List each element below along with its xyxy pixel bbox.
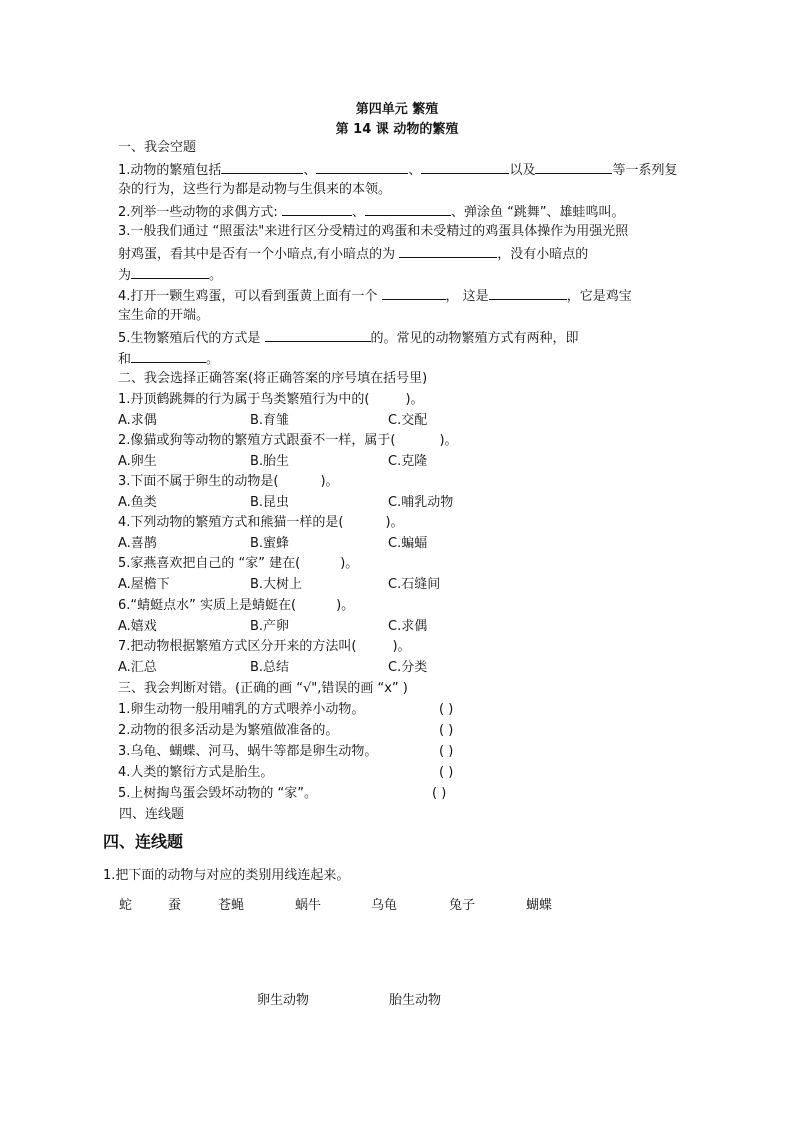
option-b[interactable]: B.总结: [250, 660, 290, 675]
option-c[interactable]: C.克隆: [388, 454, 428, 469]
answer-blank[interactable]: [535, 159, 612, 174]
judge-item: 4.人类的繁衍方式是胎生。: [118, 765, 274, 780]
question-1-5-cont: 和 。: [118, 348, 219, 370]
option-b[interactable]: B.昆虫: [250, 495, 290, 510]
question-1-3-line3: 为 。: [118, 264, 222, 286]
question-1-3-line2: 射鸡蛋，看其中是否有一个小暗点,有小暗点的为 ，没有小暗点的: [118, 243, 588, 265]
category-oviparous[interactable]: 卵生动物: [257, 993, 310, 1008]
question-1-3-line1: 3.一般我们通过 “照蛋法"来进行区分受精过的鸡蛋和未受精过的鸡蛋具体操作为用强光照: [118, 224, 629, 239]
choice-question: 6.“蜻蜓点水” 实质上是蜻蜓在( )。: [118, 598, 355, 613]
section4-small-heading: 四、连线题: [119, 807, 185, 822]
judge-paren[interactable]: ( ): [439, 723, 454, 738]
section3-heading: 三、我会判断对错。(正确的画 “√",错误的画 “x” ): [118, 681, 408, 696]
matching-instruction: 1.把下面的动物与对应的类别用线连起来。: [103, 868, 350, 883]
option-a[interactable]: A.嬉戏: [118, 619, 157, 634]
option-a[interactable]: A.屋檐下: [118, 577, 170, 592]
lesson-title: 第 14 课 动物的繁殖: [335, 122, 459, 137]
option-b[interactable]: B.大树上: [250, 577, 303, 592]
choice-question: 3.下面不属于卵生的动物是( )。: [118, 474, 339, 489]
judge-item: 3.乌龟、蝴蝶、河马、蜗牛等都是卵生动物。: [118, 744, 378, 759]
animal-label[interactable]: 蝴蝶: [526, 898, 553, 913]
question-1-4: 4.打开一颗生鸡蛋，可以看到蛋黄上面有一个 ， 这是 ，它是鸡宝: [118, 285, 632, 307]
question-1-1: 1.动物的繁殖包括 、 、 以及 等一系列复: [118, 159, 677, 181]
answer-blank[interactable]: [265, 327, 371, 342]
answer-blank[interactable]: [282, 201, 352, 216]
animal-label[interactable]: 乌龟: [371, 898, 398, 913]
choice-question: 2.像猫或狗等动物的繁殖方式跟蚕不一样，属于( )。: [118, 433, 458, 448]
judge-item: 1.卵生动物一般用哺乳的方式喂养小动物。: [118, 702, 365, 717]
option-a[interactable]: A.汇总: [118, 660, 157, 675]
option-c[interactable]: C.蝙蝠: [388, 536, 428, 551]
option-a[interactable]: A.鱼类: [118, 495, 157, 510]
judge-paren[interactable]: ( ): [439, 702, 454, 717]
option-b[interactable]: B.胎生: [250, 454, 290, 469]
answer-blank[interactable]: [399, 243, 497, 258]
section2-heading: 二、我会选择正确答案(将正确答案的序号填在括号里): [118, 371, 428, 386]
animal-label[interactable]: 蚕: [168, 898, 182, 913]
option-c[interactable]: C.石缝间: [388, 577, 441, 592]
animal-label[interactable]: 蜗牛: [295, 898, 322, 913]
judge-paren[interactable]: ( ): [439, 744, 454, 759]
question-1-5: 5.生物繁殖后代的方式是 的。常见的动物繁殖方式有两种，即: [118, 327, 579, 349]
option-c[interactable]: C.哺乳动物: [388, 495, 454, 510]
question-1-1-cont: 杂的行为，这些行为都是动物与生俱来的本领。: [118, 182, 392, 197]
option-b[interactable]: B.蜜蜂: [250, 536, 290, 551]
animal-label[interactable]: 兔子: [449, 898, 476, 913]
answer-blank[interactable]: [421, 159, 509, 174]
option-c[interactable]: C.分类: [388, 660, 428, 675]
choice-question: 4.下列动物的繁殖方式和熊猫一样的是( )。: [118, 515, 404, 530]
option-c[interactable]: C.求偶: [388, 619, 428, 634]
judge-paren[interactable]: ( ): [439, 765, 454, 780]
answer-blank[interactable]: [316, 159, 408, 174]
option-a[interactable]: A.卵生: [118, 454, 157, 469]
section1-heading: 一、我会空题: [118, 140, 197, 155]
answer-blank[interactable]: [131, 264, 209, 279]
unit-title: 第四单元 繁殖: [355, 102, 439, 117]
section4-heading: 四、连线题: [103, 832, 184, 851]
option-b[interactable]: B.育雏: [250, 413, 290, 428]
question-1-2: 2.列举一些动物的求偶方式: 、 、弹涂鱼 “跳舞”、雄蛙鸣叫。: [118, 201, 625, 223]
question-1-4-cont: 宝生命的开端。: [118, 308, 210, 323]
choice-question: 5.家燕喜欢把自己的 “家” 建在( )。: [118, 556, 359, 571]
answer-blank[interactable]: [131, 348, 206, 363]
choice-question: 1.丹顶鹤跳舞的行为属于鸟类繁殖行为中的( )。: [118, 392, 424, 407]
judge-item: 5.上树掏鸟蛋会毁坏动物的 “家”。: [118, 786, 318, 801]
choice-question: 7.把动物根据繁殖方式区分开来的方法叫( )。: [118, 639, 411, 654]
answer-blank[interactable]: [489, 285, 567, 300]
option-c[interactable]: C.交配: [388, 413, 428, 428]
judge-paren[interactable]: ( ): [432, 786, 447, 801]
option-a[interactable]: A.喜鹊: [118, 536, 157, 551]
option-b[interactable]: B.产卵: [250, 619, 290, 634]
answer-blank[interactable]: [221, 159, 303, 174]
option-a[interactable]: A.求偶: [118, 413, 157, 428]
judge-item: 2.动物的很多活动是为繁殖做准备的。: [118, 723, 339, 738]
answer-blank[interactable]: [365, 201, 451, 216]
animal-label[interactable]: 蛇: [119, 898, 133, 913]
animal-label[interactable]: 苍蝇: [218, 898, 245, 913]
answer-blank[interactable]: [382, 285, 446, 300]
category-viviparous[interactable]: 胎生动物: [389, 993, 442, 1008]
